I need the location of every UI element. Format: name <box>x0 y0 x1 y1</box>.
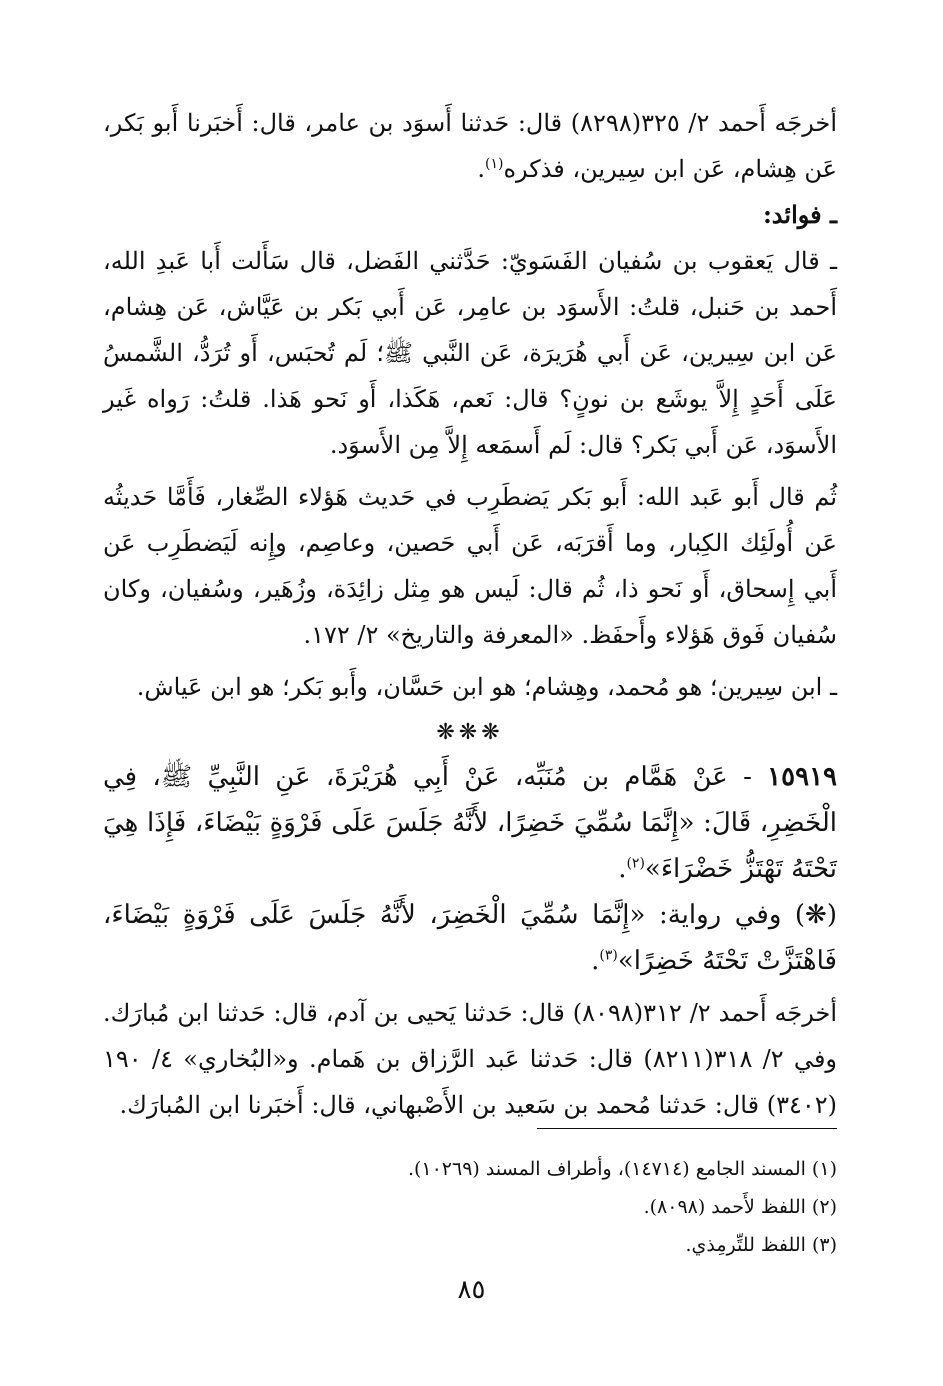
punctuation: . <box>618 854 627 884</box>
footnote-3: (٣) اللفظ للتِّرمِذي. <box>685 1234 837 1256</box>
fawaid-paragraph-3: ـ ابن سِيرين؛ هو مُحمد، وهِشام؛ هو ابن حَسَّان، وأَبو بَكر؛ هو ابن عَياش. <box>136 673 837 701</box>
footnote-ref-1: (١) <box>485 156 504 172</box>
page-number: ٨٥ <box>457 1275 486 1305</box>
punctuation: . <box>591 946 600 976</box>
hadith-variant <box>103 892 837 984</box>
hadith-number: ١٥٩١٩ <box>767 762 837 792</box>
fawaid-paragraph-2: ثُم قال أَبو عَبد الله: أَبو بَكر يَضطَرِب في حَديث هَؤلاء الصِّغار، فَأَمَّا حَديثُه عَن أُولَئِك الكِبار، وما أَقرَبَه، عَن أَبي حَصين، وعاصِم، وإِنه لَيَضطَرِب عَن أَبي إِسحاق، أَو نَحو ذا، ثُم قال: لَيس هو مِثل زائِدَة، وزُهَير، وسُفيان، وكان سُفيان فَوق هَؤلاء وأَحفَظ. «المعرفة والتاريخ» ٢/ ١٧٢. <box>103 483 837 649</box>
footnote-divider <box>537 1128 837 1129</box>
takhrij-text: أخرجَه أَحمد ٢/ ٣٢٥(٨٢٩٨) قال: حَدثنا أَسوَد بن عامر، قال: أَخبَرنا أَبو بَكر، عَن هِشام، عَن ابن سِيرين، فذكره <box>103 109 838 183</box>
takhrij-paragraph-1 <box>103 100 837 192</box>
section-separator: ❋❋❋ <box>436 720 504 745</box>
takhrij-paragraph-2: أخرجَه أَحمد ٢/ ٣١٢(٨٠٩٨) قال: حَدثنا يَحيى بن آدم، قال: حَدثنا ابن مُبارَك. وفي ٢/ ٣١٨(٨٢١١) قال: حَدثنا عَبد الرَّزاق بن هَمام. و«البُخاري» ٤/ ١٩٠ (٣٤٠٢) قال: حَدثنا مُحمد بن سَعيد بن الأَصْبهاني، قال: أَخبَرنا ابن المُبارَك. <box>103 999 838 1119</box>
hadith-text: - عَنْ هَمَّام بن مُنَبِّه، عَنْ أَبِي هُرَيْرَةَ، عَنِ النَّبِيِّ ﷺ، فِي الْخَضِرِ، قَالَ: «إِنَّمَا سُمِّيَ خَضِرًا، لأَنَّهُ جَلَسَ عَلَى فَرْوَةٍ بَيْضَاءَ، فَإِذَا هِيَ تَحْتَهُ تَهْتَزُّ خَضْرَاءَ» <box>103 762 837 884</box>
hadith-paragraph <box>103 754 837 892</box>
footnotes <box>103 1150 837 1264</box>
fawaid-heading: ـ فوائد: <box>762 200 837 229</box>
hadith-variant-text: (❋) وفي رواية: «إِنَّمَا سُمِّيَ الْخَضِرَ، لأَنَّهُ جَلَسَ عَلَى فَرْوَةٍ بَيْضَاءَ، فَاهْتَزَّتْ تَحْتَهُ خَضِرًا» <box>103 900 837 976</box>
main-text <box>103 100 837 1128</box>
footnote-ref-3: (٣) <box>599 947 618 964</box>
punctuation: . <box>477 155 485 183</box>
footnote-2: (٢) اللفظ لأَحمد (٨٠٩٨). <box>643 1196 837 1218</box>
footnote-1: (١) المسند الجامع (١٤٧١٤)، وأطراف المسند (١٠٢٦٩). <box>407 1158 837 1180</box>
footnote-ref-2: (٢) <box>626 855 645 872</box>
fawaid-paragraph-1: ـ قال يَعقوب بن سُفيان الفَسَويّ: حَدَّثني الفَضل، قال سَأَلت أَبا عَبدِ الله، أَحمد بن حَنبل، قلتُ: الأَسوَد بن عامِر، عَن أَبي بَكر بن عَيَّاش، عَن هِشام، عَن ابن سِيرين، عَن أَبي هُرَيرَة، عَن النَّبي ﷺ؛ لَم تُحبَس، أَو تُرَدُّ، الشَّمسُ عَلَى أَحَدٍ إِلاَّ يوشَع بن نونٍ؟ قال: نَعم، هَكَذا، أَو نَحو هَذا. قلتُ: رَواه غَير الأَسوَد، عَن أَبي بَكر؟ قال: لَم أَسمَعه إِلاَّ مِن الأَسوَد. <box>103 247 837 459</box>
